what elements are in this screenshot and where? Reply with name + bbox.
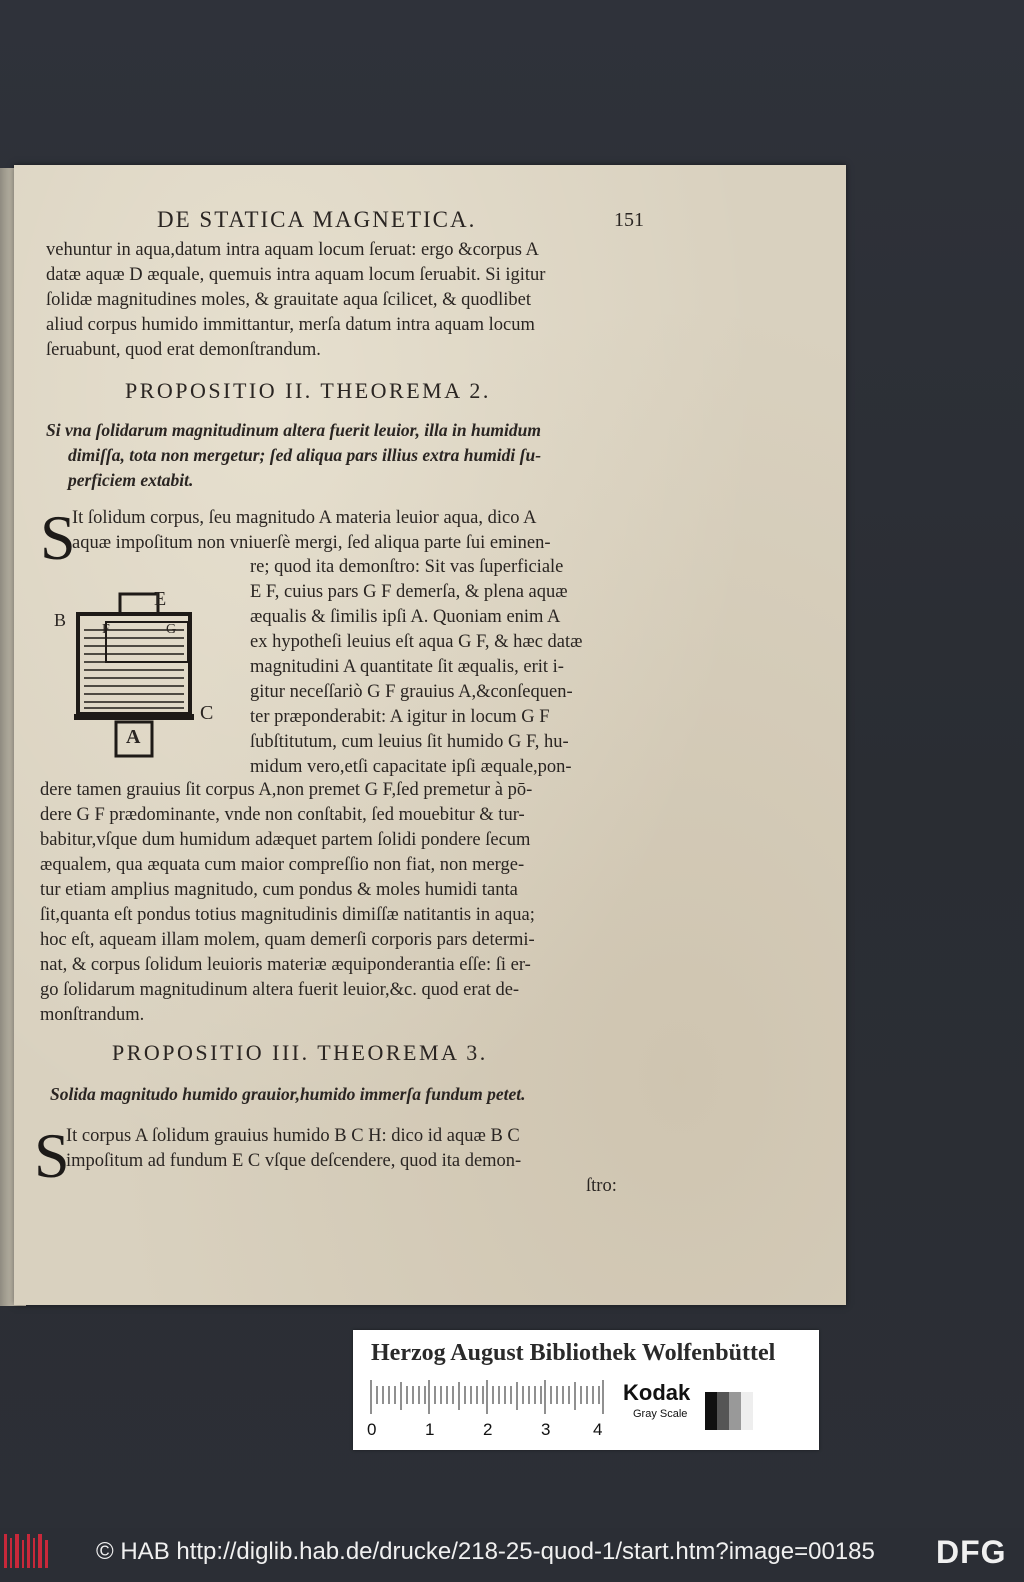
intro-line: datæ aquæ D æquale, quemuis intra aquam locum ſeruabit. Si igitur — [46, 265, 546, 285]
proposition-2-statement-line: Si vna ſolidarum magnitudinum altera fuerit leuior, illa in humidum — [46, 420, 541, 440]
proposition-2-statement-line: dimiſſa, tota non mergetur; ſed aliqua pars illius extra humidi ſu- — [68, 445, 542, 465]
drop-cap: S — [34, 1120, 70, 1191]
proof-line: monſtrandum. — [40, 1005, 145, 1025]
proof-line: nat, & corpus ſolidum leuioris materiæ æquiponderantia eſſe: ſi er- — [40, 955, 531, 975]
proof-line: It ſolidum corpus, ſeu magnitudo A materia leuior aqua, dico A — [72, 508, 537, 528]
page-number: 151 — [614, 209, 644, 231]
running-head: DE STATICA MAGNETICA. — [157, 207, 477, 232]
proof-line: midum vero,etſi capacitate ipſi æquale,pon- — [250, 757, 572, 777]
proof-line: impoſitum ad fundum E C vſque deſcendere, quod ita demon- — [66, 1151, 522, 1171]
proof-line: E F, cuius pars G F demerſa, & plena aquæ — [250, 582, 568, 602]
scale-number: 3 — [541, 1420, 551, 1439]
intro-line: aliud corpus humido immittantur, merſa datum intra aquam locum — [46, 315, 535, 335]
kodak-logo: Kodak — [623, 1380, 691, 1405]
footer-citation: © HAB http://diglib.hab.de/drucke/218-25-quod-1/start.htm?image=00185 — [96, 1538, 875, 1565]
proof-line: It corpus A ſolidum grauius humido B C H: dico id aquæ B C — [66, 1126, 520, 1146]
proof-line: ſtro: — [586, 1176, 617, 1196]
proof-line: gitur neceſſariò G F grauius A,&conſequen- — [250, 682, 573, 702]
proof-line: dere G F prædominante, vnde non conſtabit, ſed mouebitur & tur- — [40, 805, 525, 825]
kodak-gray-scale-label: Gray Scale — [633, 1408, 688, 1420]
scale-number: 0 — [367, 1420, 377, 1439]
proof-line: magnitudini A quantitate ſit æqualis, erit i- — [250, 657, 564, 677]
figure-label-b: B — [54, 610, 67, 630]
proof-line: go ſolidarum magnitudinum altera fuerit leuior,&c. quod erat de- — [40, 980, 520, 1000]
proof-line: ſubſtitutum, cum leuius ſit humido G F, hu- — [250, 732, 569, 752]
ruler-scale — [369, 1380, 609, 1420]
figure-label-f: F — [102, 622, 110, 637]
figure-label-g: G — [166, 622, 177, 637]
library-name: Herzog August Bibliothek Wolfenbüttel — [371, 1340, 776, 1366]
proof-line: aquæ impoſitum non vniuerſè mergi, ſed aliqua parte ſui eminen- — [72, 533, 551, 553]
scale-number: 2 — [483, 1420, 493, 1439]
barcode-icon — [4, 1534, 50, 1568]
proposition-2-statement-line: perficiem extabit. — [68, 470, 194, 490]
figure-label-a: A — [126, 726, 141, 748]
proof-line: tur etiam amplius magnitudo, cum pondus & moles humidi tanta — [40, 880, 518, 900]
proof-line: ſit,quanta eſt pondus totius magnitudinis dimiſſæ natitantis in aqua; — [40, 905, 535, 925]
library-label-card — [353, 1330, 819, 1450]
intro-line: ſolidæ magnitudines moles, & grauitate aqua ſcilicet, & quodlibet — [46, 290, 532, 310]
dfg-logo: DFG — [936, 1534, 1007, 1570]
intro-line: vehuntur in aqua,datum intra aquam locum ſeruat: ergo &corpus A — [46, 240, 539, 260]
figure-label-e: E — [154, 588, 167, 610]
proof-line: æqualis & ſimilis ipſi A. Quoniam enim A — [250, 607, 561, 627]
figure-label-c: C — [200, 702, 214, 724]
proof-line: re; quod ita demonſtro: Sit vas ſuperficiale — [250, 557, 564, 577]
gray-scale-patch-icon — [705, 1392, 753, 1430]
proof-line: babitur,vſque dum humidum adæquet partem ſolidi pondere ſecum — [40, 830, 531, 850]
proof-line: ter præponderabit: A igitur in locum G F — [250, 707, 550, 727]
proof-line: æqualem, qua æquata cum maior compreſſio non fiat, non merge- — [40, 855, 525, 875]
vessel-figure — [50, 586, 220, 766]
scale-number: 1 — [425, 1420, 435, 1439]
drop-cap: S — [40, 502, 76, 573]
proposition-3-statement: Solida magnitudo humido grauior,humido immerſa fundum petet. — [50, 1084, 526, 1104]
proposition-3-heading: PROPOSITIO III. THEOREMA 3. — [112, 1040, 488, 1065]
proof-line: ex hypotheſi leuius eſt aqua G F, & hæc datæ — [250, 632, 583, 652]
proof-line: dere tamen grauius ſit corpus A,non premet G F,ſed premetur à pō- — [40, 780, 533, 800]
intro-line: ſeruabunt, quod erat demonſtrandum. — [46, 340, 321, 360]
proposition-2-heading: PROPOSITIO II. THEOREMA 2. — [125, 378, 491, 403]
scale-number: 4 — [593, 1420, 603, 1439]
proof-line: hoc eſt, aqueam illam molem, quam demerſi corporis pars determi- — [40, 930, 535, 950]
